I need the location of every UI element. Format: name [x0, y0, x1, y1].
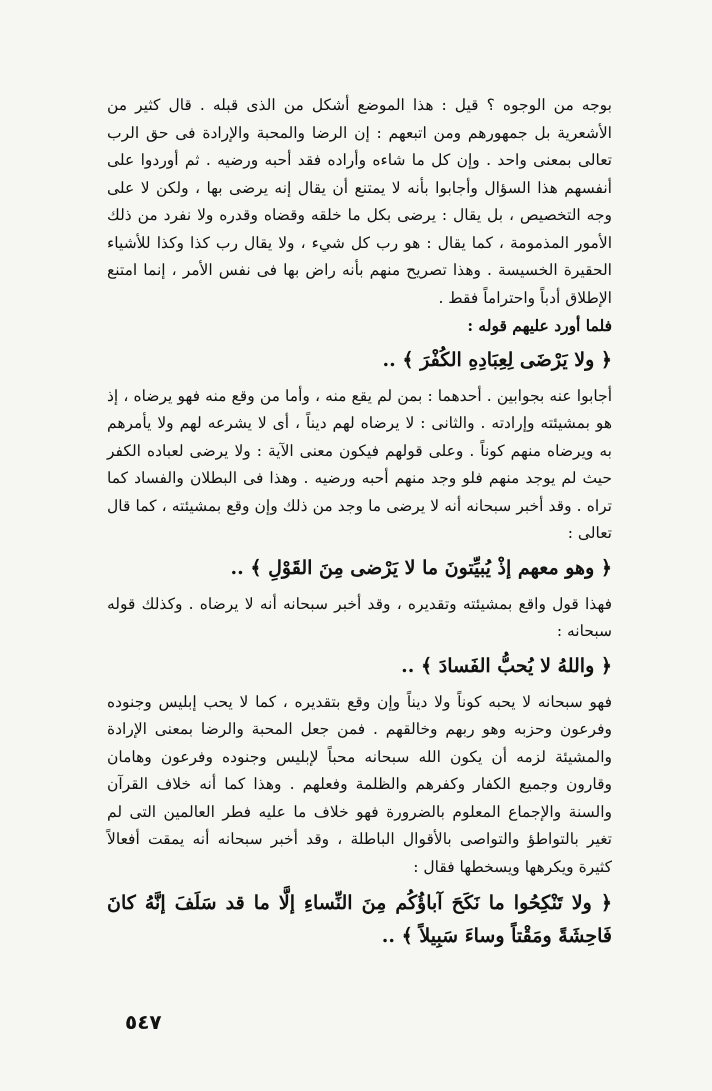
quran-verse-2: ﴿ وهو معهم إذْ يُبيِّتونَ ما لا يَرْضى مِنَ القَوْلِ ﴾ ..	[230, 556, 612, 579]
paragraph-2: أجابوا عنه بجوابين . أحدهما : بمن لم يقع منه ، وأما من وقع منه فهو يرضاه ، إذ هو بمشيئته وإرادته . والثانى : لا يرضاه لهم ديناً ، أى لا يشرعه لهم ولا يأمرهم به ويرضاه منهم كوناً . وعلى قولهم فيكون معنى الآية : ولا يرضى لعباده الكفر حيث لم يوجد منهم فلو وجد منهم أحبه ورضيه . وهذا فى البطلان والفساد كما تراه . وقد أخبر سبحانه أنه لا يرضى ما وجد من ذلك وإن وقع بمشيئته ، كما قال تعالى :	[107, 386, 612, 542]
paragraph-1: بوجه من الوجوه ؟ قيل : هذا الموضع أشكل من الذى قبله . قال كثير من الأشعرية بل جمهورهم ومن اتبعهم : إن الرضا والمحبة والإرادة فى حق الرب تعالى بمعنى واحد . وإن كل ما شاءه وأراده فقد أحبه ورضيه . ثم أوردوا على أنفسهم هذا السؤال وأجابوا بأنه لا يمتنع أن يقال إنه يرضى بها ، ولكن لا على وجه التخصيص ، بل يقال : يرضى بكل ما خلقه وقضاه وقدره ولا نفرد من ذلك الأمور المذمومة ، كما يقال : هو رب كل شيء ، ولا يقال رب كذا وكذا للأشياء الحقيرة الخسيسة . وهذا تصريح منهم بأنه راض بها فى نفس الأمر ، إنما امتنع الإطلاق أدباً واحتراماً فقط .	[107, 96, 612, 307]
paragraph-4: فهو سبحانه لا يحبه كوناً ولا ديناً وإن وقع بتقديره ، كما لا يحب إبليس وجنوده وفرعون وحزبه وهو ربهم وخالقهم . فمن جعل المحبة والرضا بمعنى الإرادة والمشيئة لزمه أن يكون الله سبحانه محباً لإبليس وجنوده وفرعون وهامان وقارون وجميع الكفار وكفرهم والظلمة وفعلهم . وهذا كما أنه خلاف القرآن والسنة والإجماع المعلوم بالضرورة فهو خلاف ما عليه فطر العالمين التى لم تغير بالتواطؤ والتواصى بالأقوال الباطلة ، وقد أخبر سبحانه أنه يمقت أفعالاً كثيرة ويكرهها ويسخطها فقال :	[107, 692, 612, 876]
quran-verse-3: ﴿ واللهُ لا يُحبُّ الفَسادَ ﴾ ..	[401, 654, 612, 677]
quran-verse-1: ﴿ ولا يَرْضَى لِعِبَادِهِ الكُفْرَ ﴾ ..	[382, 348, 612, 371]
paragraph-1-tail: فلما أورد عليهم قوله :	[467, 316, 612, 335]
paragraph-3: فهذا قول واقع بمشيئته وتقديره ، وقد أخبر سبحانه أنه لا يرضاه . وكذلك قوله سبحانه :	[107, 594, 612, 640]
page-number: ٥٤٧	[125, 1010, 162, 1034]
quran-verse-4: ﴿ ولا تَنْكِحُوا ما نَكَحَ آباؤُكُم مِنَ النِّساءِ إلَّا ما قد سَلَفَ إنَّهُ كانَ فَاحِشَةً ومَقْتاً وساءَ سَبِيلاً ﴾ ..	[107, 892, 612, 947]
page-body	[107, 92, 612, 959]
